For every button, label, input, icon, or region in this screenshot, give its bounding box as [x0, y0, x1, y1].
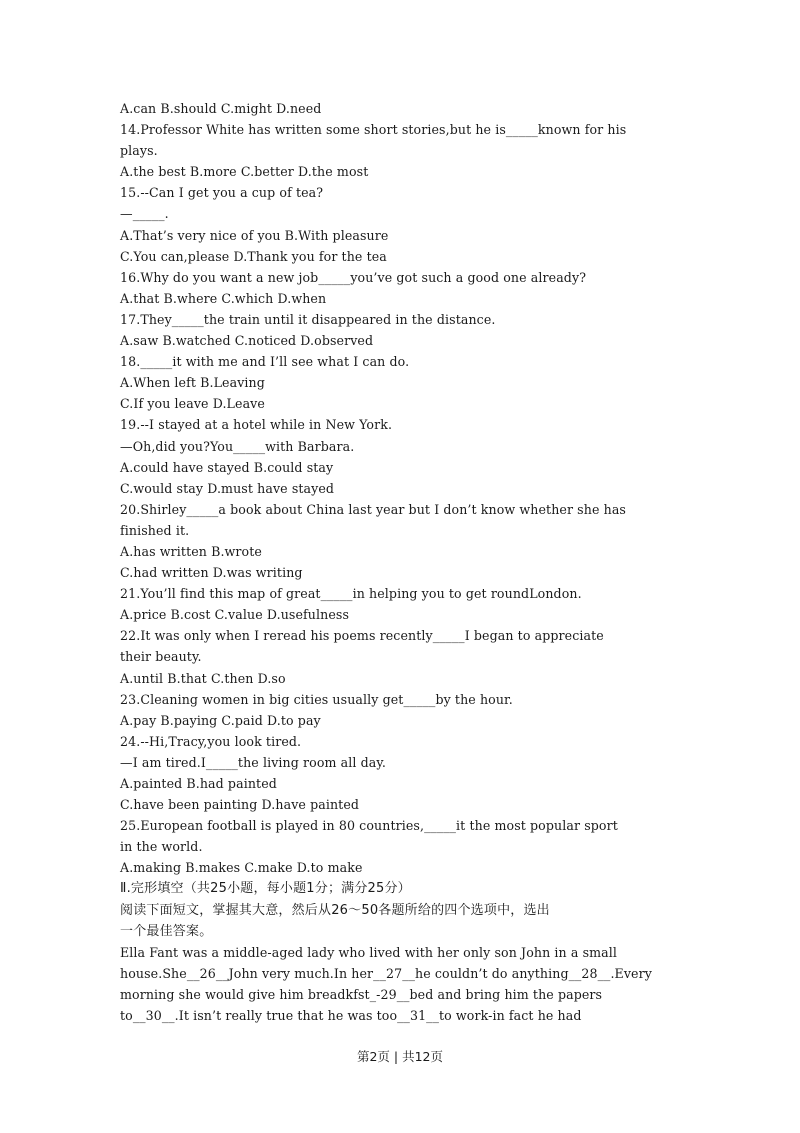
text-line: finished it.	[120, 522, 190, 538]
text-line: —_____.	[120, 206, 169, 222]
text-line: —Oh,did you?You_____with Barbara.	[120, 438, 355, 454]
passage-line: morning she would give him breadkfst_-29__bed and bring him the papers	[120, 986, 603, 1002]
text-line: A.the best B.more C.better D.the most	[120, 164, 369, 180]
text-line: 20.Shirley_____a book about China last year but I don’t know whether she has	[120, 501, 626, 517]
text-line: 24.--Hi,Tracy,you look tired.	[120, 733, 302, 749]
page-footer: 第2页 | 共12页	[356, 1049, 444, 1064]
text-line: C.would stay D.must have stayed	[120, 480, 335, 496]
text-line: C.have been painting D.have painted	[120, 797, 360, 813]
text-line: A.price B.cost C.value D.usefulness	[120, 607, 350, 623]
text-line: A.has written B.wrote	[120, 543, 262, 559]
text-line: 25.European football is played in 80 countries,_____it the most popular sport	[120, 818, 618, 834]
text-line: in the world.	[120, 839, 203, 855]
text-line: A.saw B.watched C.noticed D.observed	[120, 333, 374, 349]
text-line: A.making B.makes C.make D.to make	[120, 860, 363, 876]
section-heading: Ⅱ.完形填空（共25小题，每小题1分；满分25分）	[120, 881, 411, 897]
text-line: 14.Professor White has written some short stories,but he is_____known for his	[120, 122, 627, 138]
text-line: their beauty.	[120, 649, 202, 665]
text-line: 18._____it with me and I’ll see what I can do.	[120, 354, 410, 370]
text-line: A.until B.that C.then D.so	[120, 670, 286, 686]
text-line: plays.	[120, 143, 158, 159]
text-line: 16.Why do you want a new job_____you’ve got such a good one already?	[120, 269, 587, 285]
text-line: A.that B.where C.which D.when	[120, 290, 327, 306]
text-line: A.That’s very nice of you B.With pleasure	[120, 227, 389, 243]
text-line: 21.You’ll find this map of great_____in helping you to get roundLondon.	[120, 586, 582, 602]
text-line: C.You can,please D.Thank you for the tea	[120, 248, 387, 264]
passage-line: Ella Fant was a middle-aged lady who lived with her only son John in a small	[120, 944, 618, 960]
passage-line: house.She__26__John very much.In her__27__he couldn’t do anything__28__.Every	[120, 965, 652, 981]
text-line: 23.Cleaning women in big cities usually get_____by the hour.	[120, 691, 513, 707]
document-body	[120, 98, 680, 1026]
text-line: C.If you leave D.Leave	[120, 396, 265, 412]
text-line: A.could have stayed B.could stay	[120, 459, 334, 475]
text-line: A.When left B.Leaving	[120, 375, 265, 391]
instruction-line: 阅读下面短文，掌握其大意，然后从26～50各题所给的四个选项中，选出	[120, 902, 550, 918]
text-line: C.had written D.was writing	[120, 565, 303, 581]
passage-line: to__30__.It isn’t really true that he was too__31__to work-in fact he had	[120, 1008, 582, 1024]
text-line: A.can B.should C.might D.need	[120, 101, 322, 116]
instruction-line: 一个最佳答案。	[120, 923, 213, 939]
text-line: —I am tired.I_____the living room all day.	[120, 754, 387, 770]
text-line: 17.They_____the train until it disappeared in the distance.	[120, 311, 496, 327]
text-line: A.pay B.paying C.paid D.to pay	[120, 712, 321, 728]
text-line: A.painted B.had painted	[120, 776, 277, 791]
text-line: 15.--Can I get you a cup of tea?	[120, 185, 324, 201]
text-line: 19.--I stayed at a hotel while in New York.	[120, 417, 393, 433]
text-line: 22.It was only when I reread his poems recently_____I began to appreciate	[120, 628, 604, 644]
